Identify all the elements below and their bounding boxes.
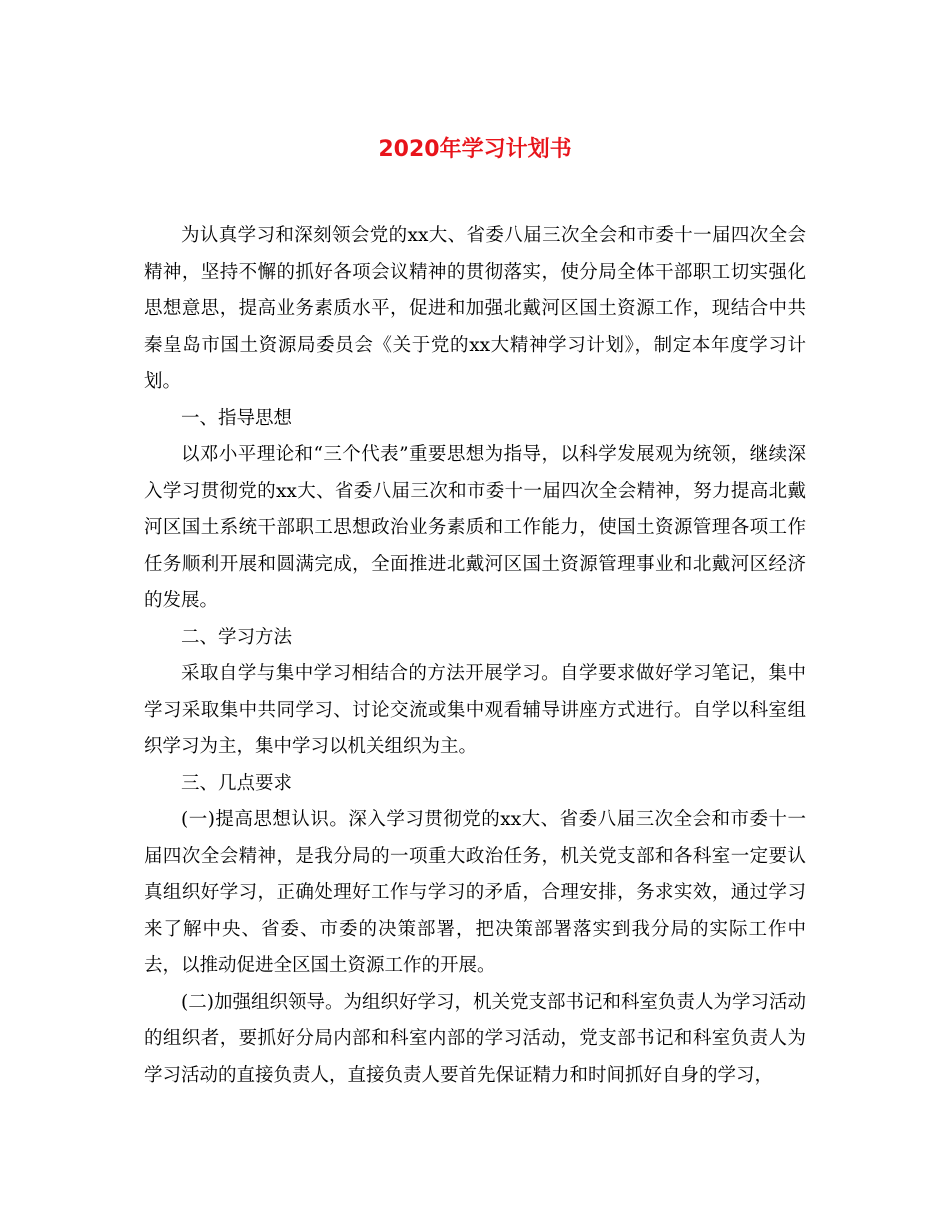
guiding-thought-paragraph: 以邓小平理论和“三个代表”重要思想为指导，以科学发展观为统领，继续深入学习贯彻党的xx大、省委八届三次和市委十一届四次全会精神，努力提高北戴河区国土系统干部职工思想政治业务素质和工作能力，使国土资源管理各项工作任务顺利开展和圆满完成，全面推进北戴河区国土资源管理事业和北戴河区经济的发展。: [144, 444, 806, 611]
section-heading-requirements: 三、几点要求: [181, 772, 293, 794]
document-body: [144, 218, 806, 1094]
intro-paragraph: 为认真学习和深刻领会党的xx大、省委八届三次全会和市委十一届四次全会精神，坚持不懈的抓好各项会议精神的贯彻落实，使分局全体干部职工切实强化思想意思，提高业务素质水平，促进和加强北戴河区国土资源工作，现结合中共秦皇岛市国土资源局委员会《关于党的xx大精神学习计划》，制定本年度学习计划。: [144, 225, 806, 392]
requirement-1-paragraph: (一)提高思想认识。深入学习贯彻党的xx大、省委八届三次全会和市委十一届四次全会精神，是我分局的一项重大政治任务，机关党支部和各科室一定要认真组织好学习，正确处理好工作与学习的矛盾，合理安排，务求实效，通过学习来了解中央、省委、市委的决策部署，把决策部署落实到我分局的实际工作中去，以推动促进全区国土资源工作的开展。: [144, 809, 806, 976]
section-heading-guiding-thought: 一、指导思想: [181, 407, 293, 429]
document-title: 2020年学习计划书: [378, 137, 572, 162]
section-heading-study-method: 二、学习方法: [181, 626, 293, 648]
study-method-paragraph: 采取自学与集中学习相结合的方法开展学习。自学要求做好学习笔记，集中学习采取集中共同学习、讨论交流或集中观看辅导讲座方式进行。自学以科室组织学习为主，集中学习以机关组织为主。: [144, 663, 806, 757]
requirement-2-paragraph: (二)加强组织领导。为组织好学习，机关党支部书记和科室负责人为学习活动的组织者，要抓好分局内部和科室内部的学习活动，党支部书记和科室负责人为学习活动的直接负责人，直接负责人要首先保证精力和时间抓好自身的学习，: [144, 991, 806, 1086]
